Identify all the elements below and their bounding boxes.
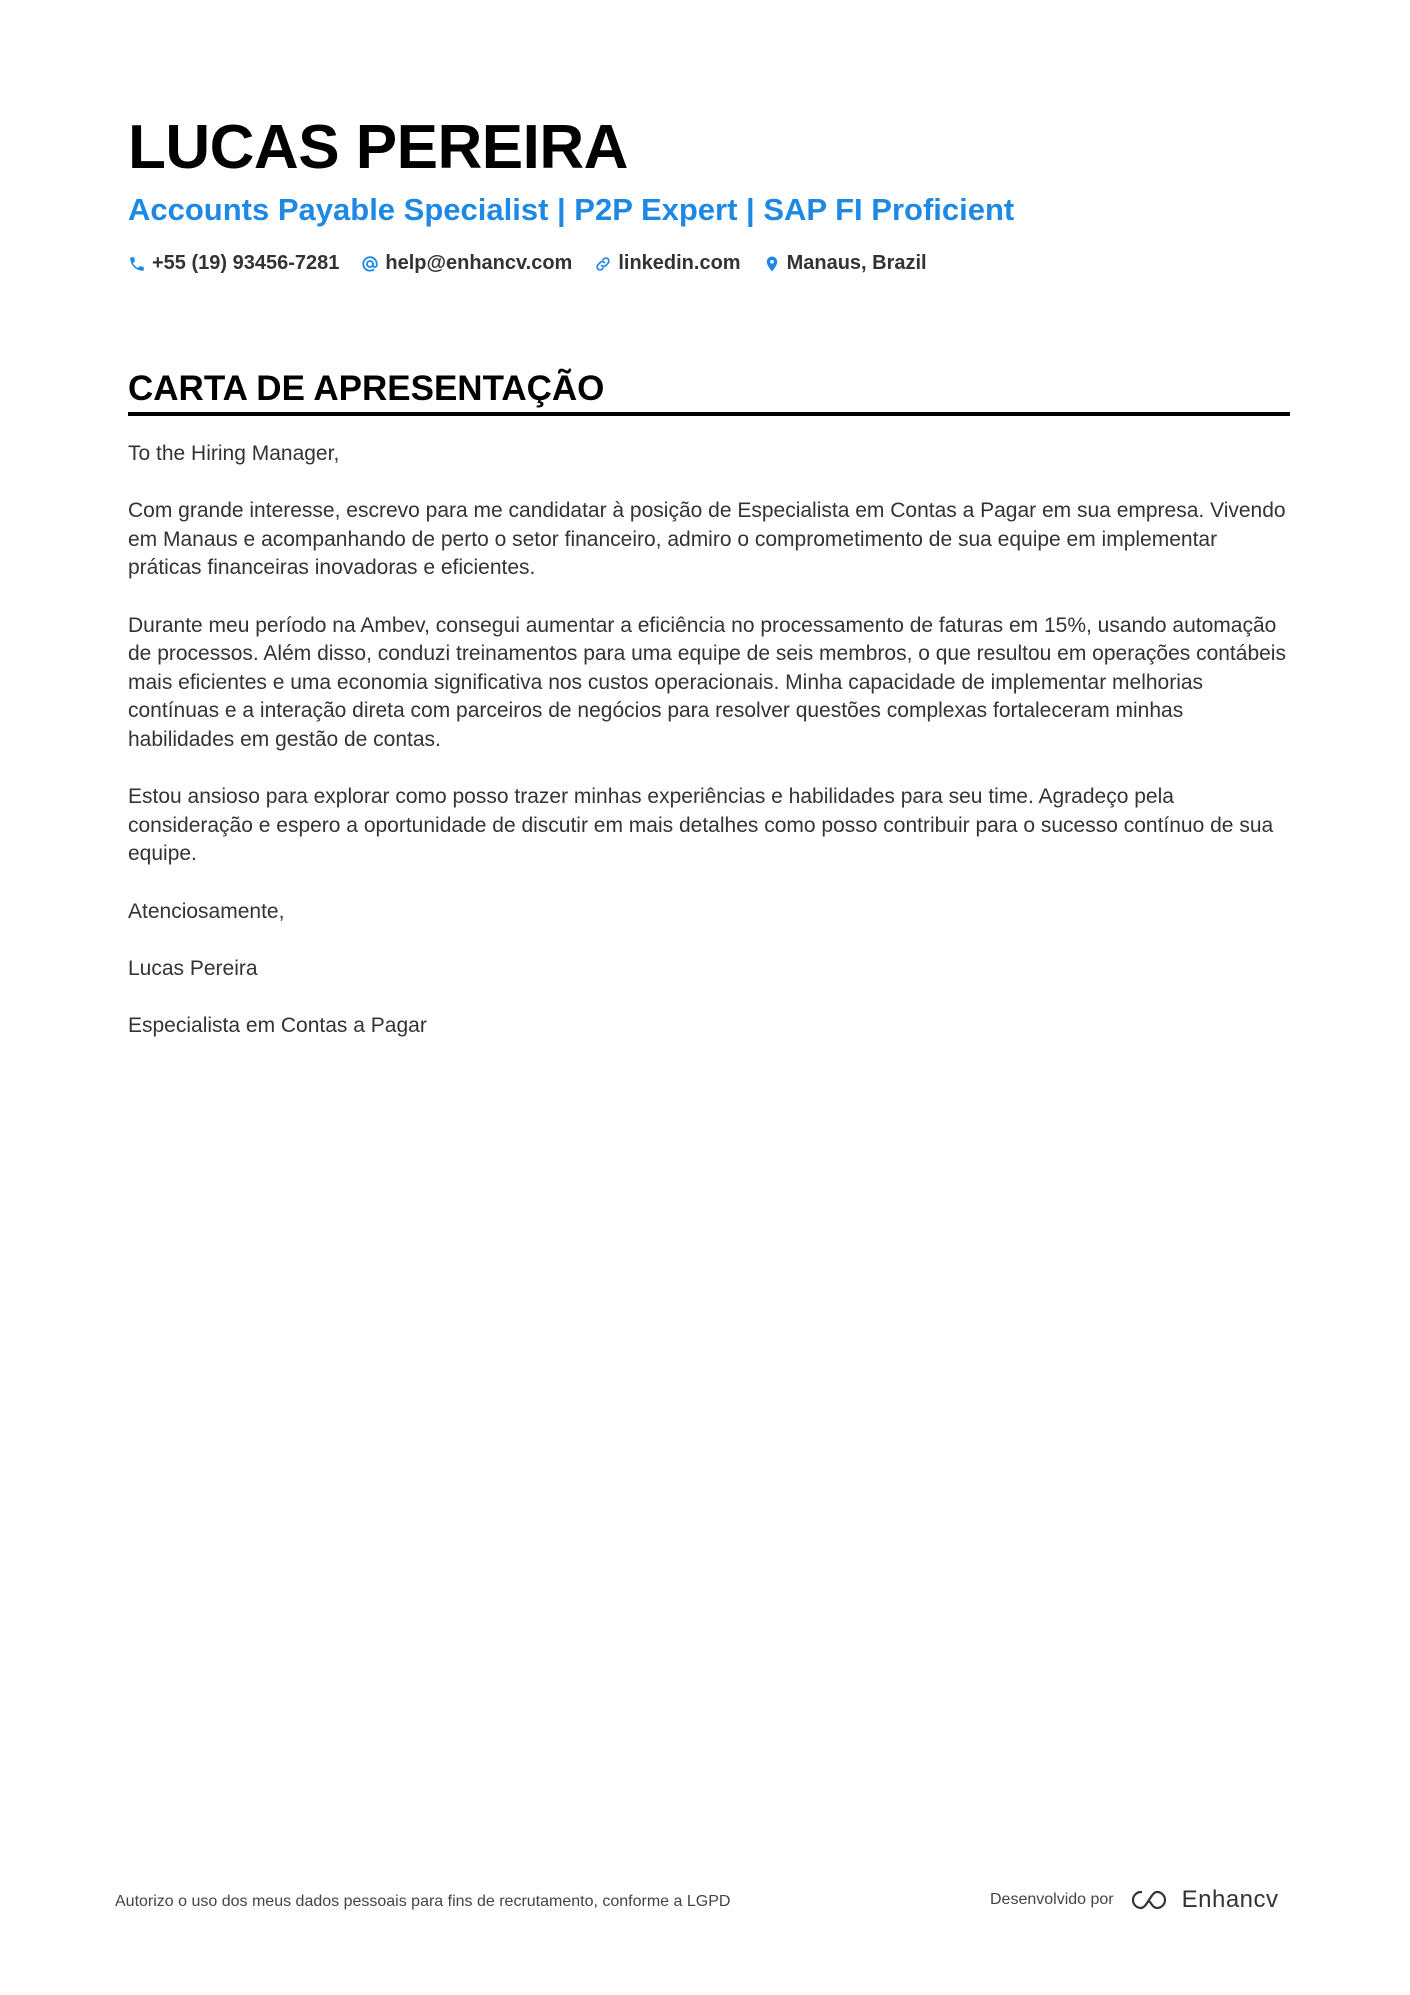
linkedin-url: linkedin.com	[618, 252, 741, 274]
enhancv-brand[interactable]	[1126, 1886, 1279, 1914]
phone-number: +55 (19) 93456-7281	[152, 252, 340, 274]
letter-body	[128, 440, 1290, 1069]
contact-linkedin[interactable]	[594, 252, 740, 275]
enhancv-logo-icon	[1126, 1888, 1172, 1912]
email-address: help@enhancv.com	[385, 252, 573, 274]
candidate-headline: Accounts Payable Specialist | P2P Expert | SAP FI Proficient	[128, 192, 1015, 227]
phone-icon	[128, 255, 146, 273]
signature-title: Especialista em Contas a Pagar	[128, 1013, 427, 1037]
at-icon	[361, 255, 379, 273]
letter-closing: Atenciosamente,	[128, 899, 285, 923]
contact-phone[interactable]	[128, 252, 339, 275]
link-icon	[594, 255, 612, 273]
section-title: CARTA DE APRESENTAÇÃO	[128, 366, 1290, 416]
location-text: Manaus, Brazil	[786, 252, 927, 274]
powered-by-label: Desenvolvido por	[990, 1891, 1114, 1908]
letter-paragraph: Com grande interesse, escrevo para me candidatar à posição de Especialista em Contas a Pagar em sua empresa. Vivendo em Manaus e acompanhando de perto o setor financeiro, admiro o comprometimento de sua equipe em implementar práticas financeiras inovadoras e eficientes.	[128, 499, 1286, 580]
letter-greeting: To the Hiring Manager,	[128, 442, 340, 465]
letter-paragraph: Estou ansioso para explorar como posso trazer minhas experiências e habilidades para seu time. Agradeço pela consideração e espero a oportunidade de discutir em mais detalhes como posso contribuir para o sucesso contínuo de sua equipe.	[128, 785, 1274, 866]
location-pin-icon	[763, 255, 781, 273]
powered-by	[990, 1886, 1279, 1914]
contact-location	[763, 252, 927, 275]
contact-info	[128, 252, 927, 275]
signature-name: Lucas Pereira	[128, 956, 258, 980]
brand-name: Enhancv	[1181, 1886, 1279, 1913]
contact-email[interactable]	[361, 252, 572, 275]
consent-note: Autorizo o uso dos meus dados pessoais para fins de recrutamento, conforme a LGPD	[115, 1893, 731, 1910]
candidate-name: LUCAS PEREIRA	[128, 113, 628, 182]
letter-paragraph: Durante meu período na Ambev, consegui aumentar a eficiência no processamento de faturas em 15%, usando automação de processos. Além disso, conduzi treinamentos para uma equipe de seis membros, o que resultou em operações contábeis mais eficientes e uma economia significativa nos custos operacionais. Minha capacidade de implementar melhorias contínuas e a interação direta com parceiros de negócios para resolver questões complexas fortaleceram minhas habilidades em gestão de contas.	[128, 613, 1286, 751]
